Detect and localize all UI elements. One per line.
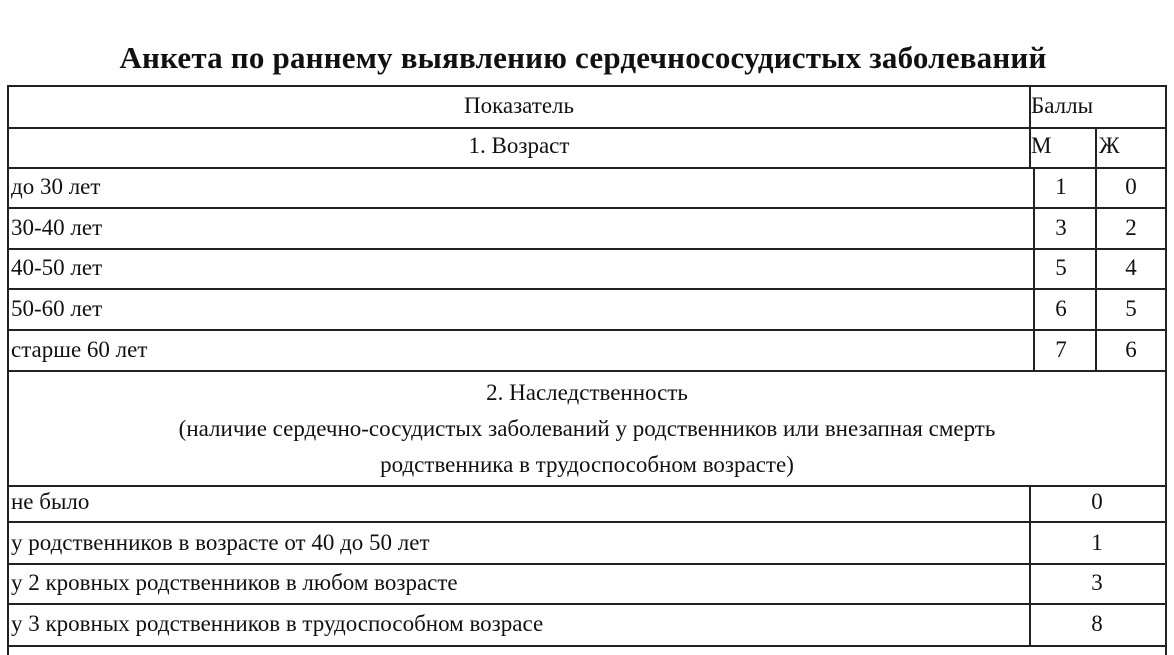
score-female: 6: [1125, 337, 1137, 362]
col-male: М: [1031, 133, 1052, 158]
row-divider: [9, 563, 1165, 565]
questionnaire-title: Анкета по раннему выявлению сердечнососудистых заболеваний: [119, 40, 1047, 75]
divider-points-col: [1029, 485, 1031, 647]
score-male: 1: [1055, 174, 1067, 199]
score: 1: [1091, 530, 1103, 555]
score-female: 5: [1125, 296, 1137, 321]
score-male: 5: [1055, 255, 1067, 280]
score-female: 2: [1125, 215, 1137, 240]
row-divider: [9, 645, 1165, 647]
divider-mf: [1095, 127, 1097, 167]
header-indicator: Показатель: [463, 93, 575, 118]
section-heredity-note: (наличие сердечно-сосудистых заболеваний у родственников или внезапная смерть: [178, 416, 996, 441]
row-divider: [9, 288, 1165, 290]
row-label: не было: [11, 489, 90, 514]
row-label: старше 60 лет: [11, 337, 148, 362]
row-label: 30-40 лет: [11, 215, 103, 240]
score-male: 3: [1055, 215, 1067, 240]
score: 0: [1091, 489, 1103, 514]
row-divider: [9, 329, 1165, 331]
row-divider: [9, 370, 1165, 372]
row-divider: [9, 248, 1165, 250]
col-female: Ж: [1099, 133, 1120, 158]
score-male: 6: [1055, 296, 1067, 321]
row-label: у 2 кровных родственников в любом возрасте: [11, 570, 458, 595]
row-label: у 3 кровных родственников в трудоспособном возрасе: [11, 611, 544, 636]
row-label: 50-60 лет: [11, 296, 103, 321]
score-female: 0: [1125, 174, 1137, 199]
row-label: у родственников в возрасте от 40 до 50 лет: [11, 530, 430, 555]
row-divider: [9, 521, 1165, 523]
section-heredity-title: 2. Наследственность: [486, 380, 688, 405]
score-male: 7: [1055, 337, 1067, 362]
score-table: [7, 85, 1167, 655]
divider-points-col: [1033, 167, 1035, 370]
row-label: 40-50 лет: [11, 255, 103, 280]
row-label: до 30 лет: [11, 174, 101, 199]
row-divider: [9, 127, 1165, 129]
header-points: Баллы: [1031, 93, 1094, 118]
score: 3: [1091, 570, 1103, 595]
section-heredity-note: родственника в трудоспособном возрасте): [380, 452, 794, 477]
row-divider: [9, 485, 1165, 487]
divider-points-col: [1029, 127, 1031, 167]
section-age-title: 1. Возраст: [468, 133, 570, 158]
row-divider: [9, 603, 1165, 605]
row-divider: [9, 167, 1165, 169]
row-divider: [9, 207, 1165, 209]
score-female: 4: [1125, 255, 1137, 280]
divider-mf: [1095, 167, 1097, 370]
divider-points-col: [1029, 87, 1031, 127]
score: 8: [1091, 611, 1103, 636]
